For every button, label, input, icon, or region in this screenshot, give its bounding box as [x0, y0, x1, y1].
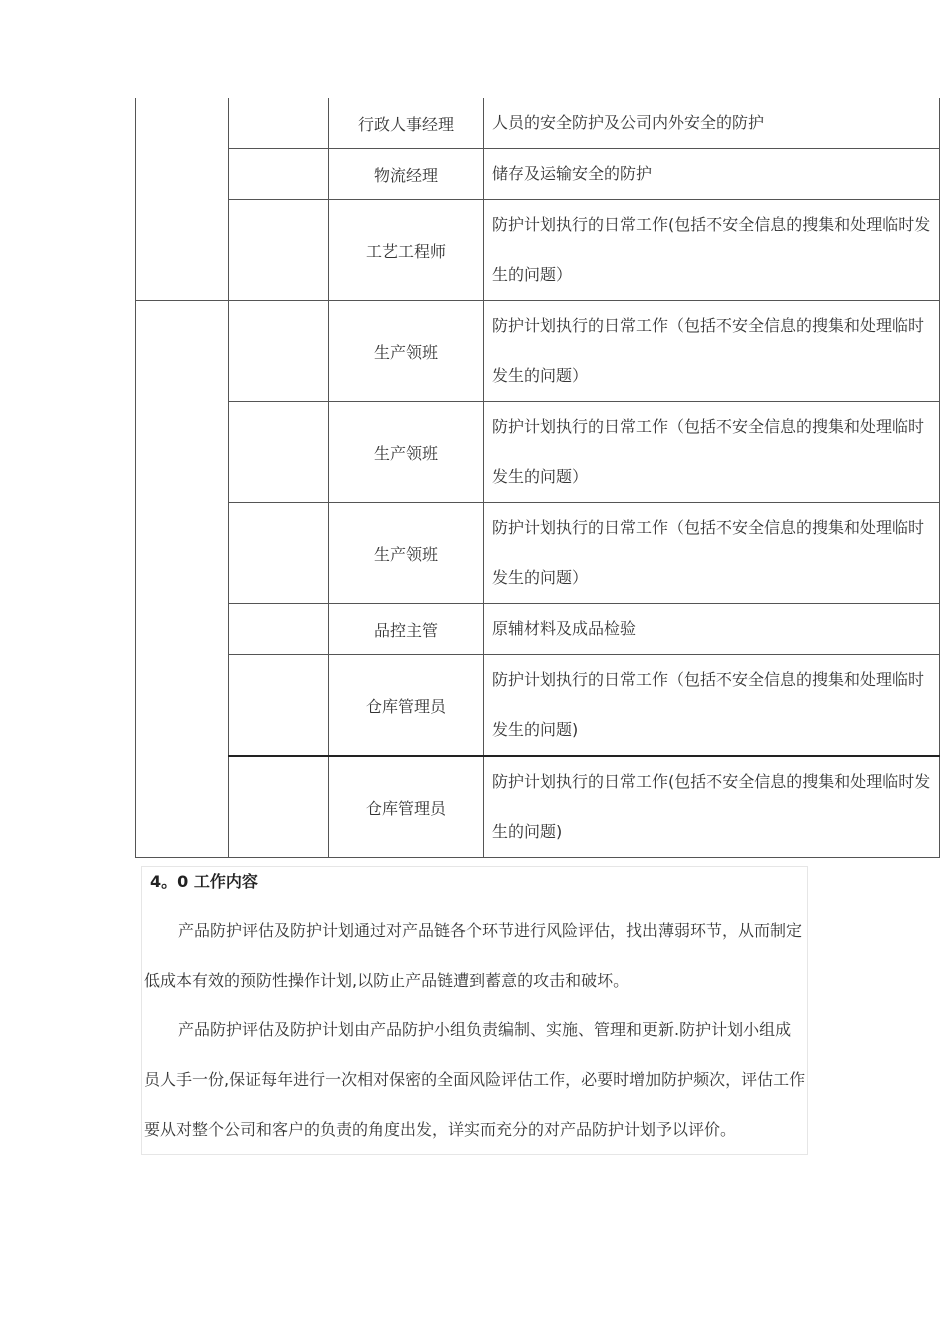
role-cell: 物流经理	[329, 149, 484, 200]
role-cell: 生产领班	[329, 503, 484, 604]
paragraph: 产品防护评估及防护计划通过对产品链各个环节进行风险评估，找出薄弱环节，从而制定低成本有效的预防性操作计划,以防止产品链遭到蓄意的攻击和破坏。	[144, 921, 803, 990]
table-row	[136, 200, 940, 301]
duty-cell: 防护计划执行的日常工作（包括不安全信息的搜集和处理临时发生的问题）	[484, 402, 940, 503]
blank-cell	[229, 301, 329, 402]
blank-cell	[229, 149, 329, 200]
table-row	[136, 402, 940, 503]
blank-cell	[229, 200, 329, 301]
blank-cell	[229, 756, 329, 858]
table-row	[136, 301, 940, 402]
role-cell: 仓库管理员	[329, 655, 484, 757]
group-cell-2	[136, 301, 229, 858]
table-row	[136, 149, 940, 200]
table-row	[136, 98, 940, 149]
paragraph: 产品防护评估及防护计划由产品防护小组负责编制、实施、管理和更新.防护计划小组成员人手一份,保证每年进行一次相对保密的全面风险评估工作，必要时增加防护频次，评估工作要从对整个公司和客户的负责的角度出发，详实而充分的对产品防护计划予以评价。	[144, 1020, 806, 1139]
duty-cell: 防护计划执行的日常工作(包括不安全信息的搜集和处理临时发生的问题）	[484, 200, 940, 301]
group-cell-1	[136, 98, 229, 301]
table-row	[136, 756, 940, 858]
table-row	[136, 503, 940, 604]
blank-cell	[229, 98, 329, 149]
table-row	[136, 604, 940, 655]
duty-cell: 原辅材料及成品检验	[484, 604, 940, 655]
responsibility-table	[135, 98, 940, 858]
blank-cell	[229, 655, 329, 757]
table-row	[136, 655, 940, 757]
duty-cell: 防护计划执行的日常工作（包括不安全信息的搜集和处理临时发生的问题）	[484, 503, 940, 604]
section-heading: 4。0 工作内容	[150, 872, 258, 891]
duty-cell: 防护计划执行的日常工作（包括不安全信息的搜集和处理临时发生的问题)	[484, 655, 940, 757]
role-cell: 生产领班	[329, 301, 484, 402]
blank-cell	[229, 402, 329, 503]
duty-cell: 防护计划执行的日常工作(包括不安全信息的搜集和处理临时发生的问题)	[484, 756, 940, 858]
duty-cell: 防护计划执行的日常工作（包括不安全信息的搜集和处理临时发生的问题）	[484, 301, 940, 402]
role-cell: 生产领班	[329, 402, 484, 503]
role-cell: 仓库管理员	[329, 756, 484, 858]
duty-cell: 储存及运输安全的防护	[484, 149, 940, 200]
role-cell: 行政人事经理	[329, 98, 484, 149]
blank-cell	[229, 503, 329, 604]
role-cell: 品控主管	[329, 604, 484, 655]
role-cell: 工艺工程师	[329, 200, 484, 301]
work-content-section	[141, 866, 808, 1155]
blank-cell	[229, 604, 329, 655]
duty-cell: 人员的安全防护及公司内外安全的防护	[484, 98, 940, 149]
